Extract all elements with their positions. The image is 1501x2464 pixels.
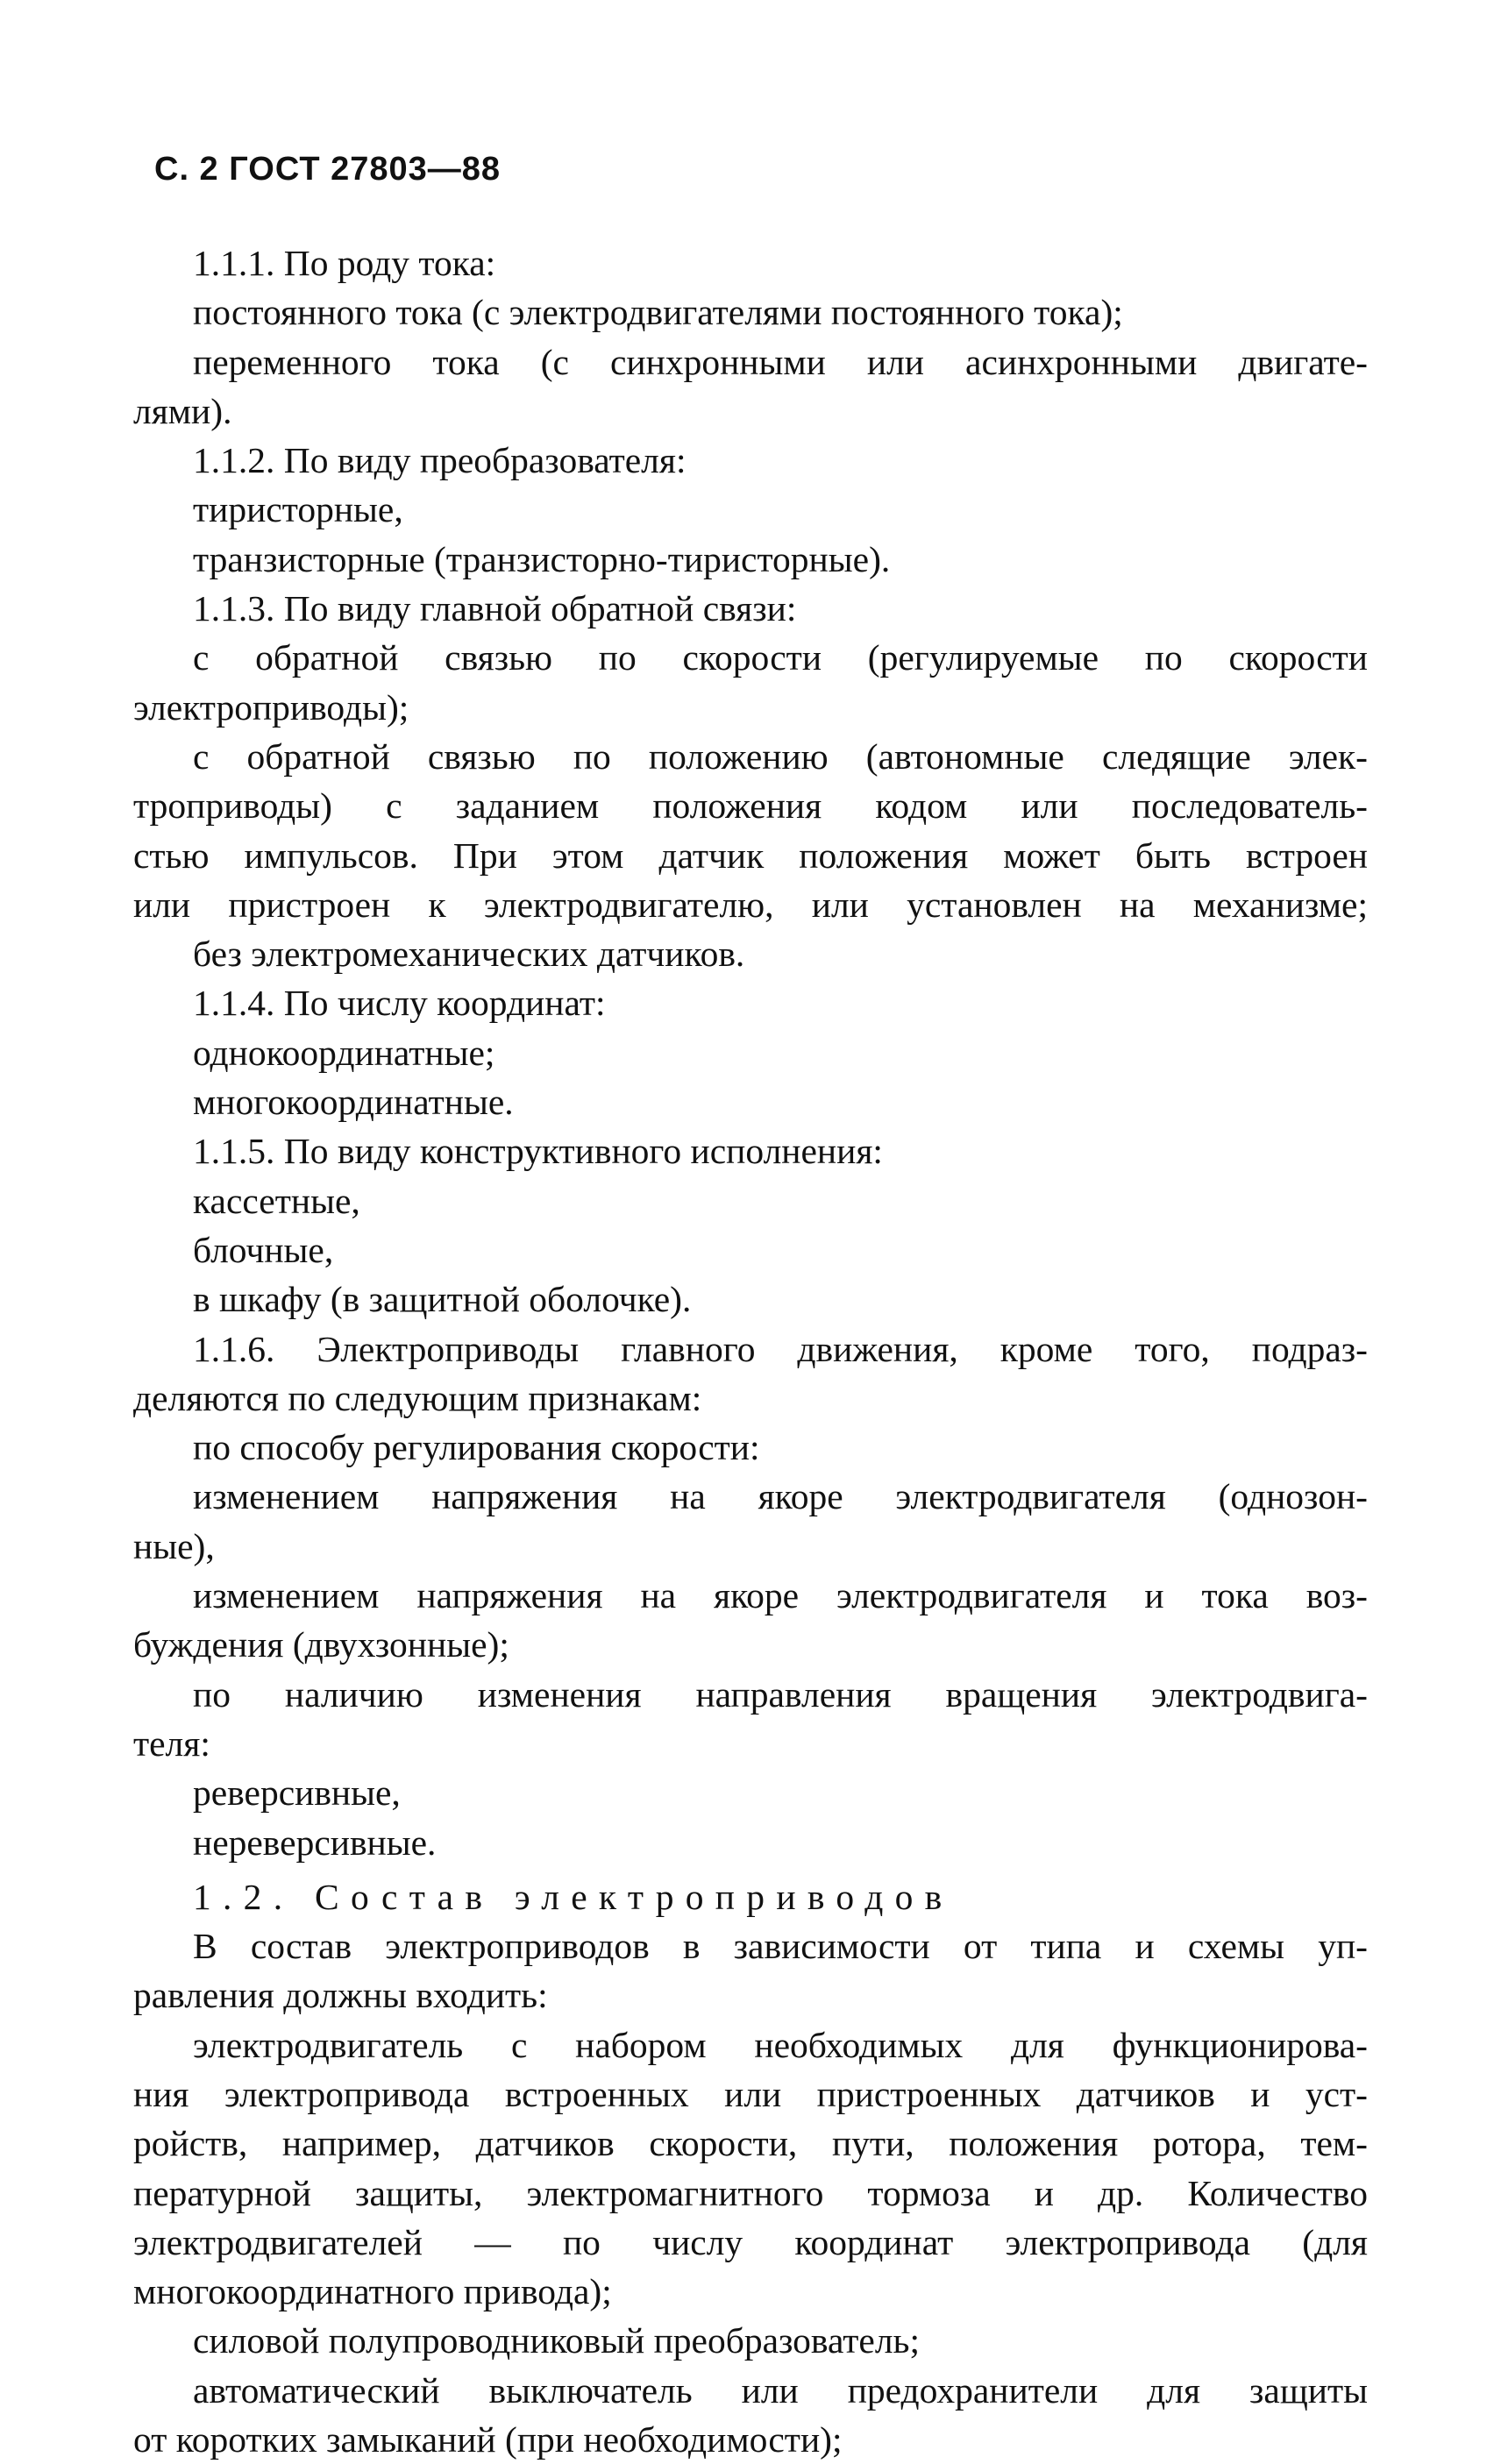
text-line: изменением напряжения на якоре электродвигателя и тока воз-: [193, 1575, 1368, 1616]
text-line: буждения (двухзонные);: [133, 1624, 509, 1665]
body-text: [133, 238, 1368, 2464]
text-line: автоматический выключатель или предохранители для защиты: [193, 2369, 1368, 2411]
text-line: пературной защиты, электромагнитного тормоза и др. Количество: [133, 2172, 1368, 2213]
text-line: без электромеханических датчиков.: [193, 934, 745, 975]
text-line: электродвигатель с набором необходимых для функционирова-: [193, 2024, 1368, 2065]
text-line: деляются по следующим признакам:: [133, 1377, 702, 1418]
text-line: В состав электроприводов в зависимости от типа и схемы уп-: [193, 1926, 1368, 1967]
text-line: многокоординатные.: [193, 1082, 514, 1123]
section-heading: 1.2. Состав электроприводов: [193, 1876, 954, 1917]
text-line: транзисторные (транзисторно-тиристорные).: [193, 538, 891, 579]
text-line: теля:: [133, 1722, 210, 1764]
text-line: нереверсивные.: [193, 1821, 437, 1863]
text-line: 1.1.2. По виду преобразователя:: [193, 440, 686, 481]
text-line: лями).: [133, 390, 232, 431]
text-line: электроприводы);: [133, 686, 409, 728]
text-line: с обратной связью по скорости (регулируемые по скорости: [193, 637, 1368, 678]
text-line: 1.1.1. По роду тока:: [193, 243, 496, 283]
text-line: 1.1.3. По виду главной обратной связи:: [193, 588, 797, 629]
text-line: 1.1.5. По виду конструктивного исполнения:: [193, 1131, 883, 1172]
text-line: однокоординатные;: [193, 1032, 495, 1073]
text-line: с обратной связью по положению (автономные следящие элек-: [193, 735, 1368, 777]
text-line: троприводы) с заданием положения кодом или последователь-: [133, 785, 1368, 827]
text-line: ные),: [133, 1525, 215, 1566]
text-line: по наличию изменения направления вращения электродвига-: [193, 1673, 1368, 1715]
text-line: блочные,: [193, 1229, 334, 1270]
text-line: равления должны входить:: [133, 1975, 548, 2016]
text-line: 1.1.6. Электроприводы главного движения, кроме того, подраз-: [193, 1328, 1368, 1369]
text-line: от коротких замыканий (при необходимости);: [133, 2419, 843, 2460]
text-line: многокоординатного привода);: [133, 2271, 612, 2312]
page-header: С. 2 ГОСТ 27803—88: [154, 151, 502, 188]
text-line: реверсивные,: [193, 1772, 401, 1814]
text-line: силовой полупроводниковый преобразователь;: [193, 2320, 921, 2361]
text-line: стью импульсов. При этом датчик положения может быть встроен: [133, 834, 1368, 876]
text-line: ния электропривода встроенных или пристроенных датчиков и уст-: [133, 2073, 1368, 2114]
text-line: или пристроен к электродвигателю, или установлен на механизме;: [133, 884, 1368, 925]
text-line: ройств, например, датчиков скорости, пути, положения ротора, тем-: [133, 2123, 1368, 2164]
text-line: изменением напряжения на якоре электродвигателя (однозон-: [193, 1476, 1368, 1517]
text-line: переменного тока (с синхронными или асинхронными двигате-: [193, 341, 1368, 382]
text-line: постоянного тока (с электродвигателями постоянного тока);: [193, 292, 1123, 333]
text-line: 1.1.4. По числу координат:: [193, 983, 606, 1024]
text-line: тиристорные,: [193, 489, 403, 530]
text-line: по способу регулирования скорости:: [193, 1427, 760, 1468]
text-line: в шкафу (в защитной оболочке).: [193, 1279, 692, 1320]
text-line: электродвигателей — по числу координат электропривода (для: [133, 2221, 1368, 2262]
text-line: кассетные,: [193, 1180, 360, 1221]
